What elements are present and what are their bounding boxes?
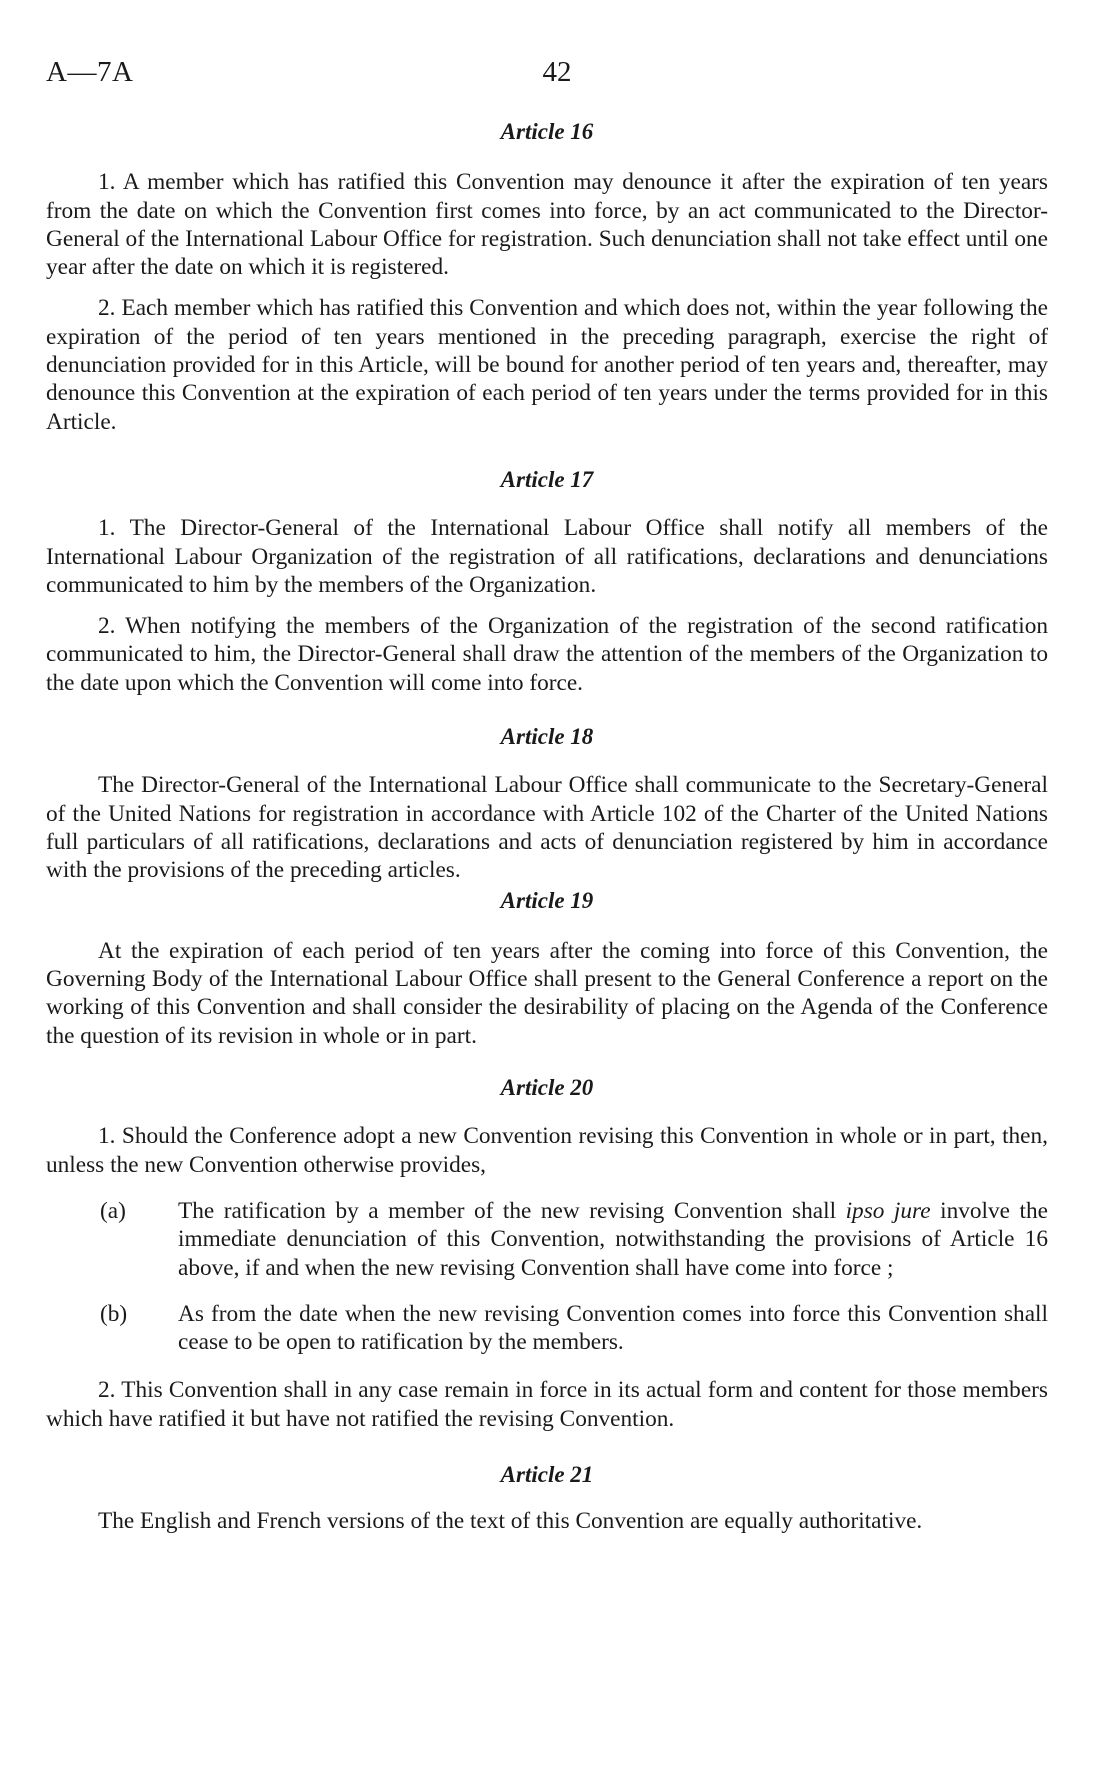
list-item-a bbox=[46, 1197, 1048, 1282]
article-19 bbox=[46, 887, 1048, 1050]
article-17 bbox=[46, 466, 1048, 697]
article-heading: Article 17 bbox=[500, 466, 594, 492]
paragraph: At the expiration of each period of ten years after the coming into force of this Convention, the Governing Body of the International Labour Office shall present to the General Conference a report on the working of this Convention and shall consider the desirability of placing on the Agenda of the Conference the question of its revision in whole or in part. bbox=[46, 937, 1048, 1049]
paragraph: 1. A member which has ratified this Convention may denounce it after the expiration of ten years from the date on which the Convention first comes into force, by an act communicated to the Director-General of the International Labour Office for registration. Such denunciation shall not take effect until one year after the date on which it is registered. bbox=[46, 169, 1048, 281]
item-label: (b) bbox=[100, 1300, 128, 1327]
item-text: As from the date when the new revising Convention comes into force this Convention shall cease to be open to ratification by the members. bbox=[178, 1300, 1048, 1356]
paragraph: The Director-General of the International Labour Office shall communicate to the Secretary-General of the United Nations for registration in accordance with Article 102 of the Charter of the United Nations full particulars of all ratifications, declarations and acts of denunciation registered by him in accordance with the provisions of the preceding articles. bbox=[46, 772, 1048, 884]
latin-phrase: ipso jure bbox=[845, 1197, 931, 1224]
article-20 bbox=[46, 1074, 1048, 1433]
list-item-b bbox=[46, 1300, 1048, 1357]
item-text: The ratification by a member of the new revising Convention shall bbox=[178, 1197, 846, 1224]
article-heading: Article 19 bbox=[500, 887, 594, 913]
paragraph: The English and French versions of the text of this Convention are equally authoritative. bbox=[98, 1508, 923, 1535]
article-heading: Article 21 bbox=[500, 1461, 594, 1487]
article-16 bbox=[46, 118, 1048, 436]
paragraph: 1. Should the Conference adopt a new Convention revising this Convention in whole or in part, then, unless the new Convention otherwise provides, bbox=[46, 1123, 1048, 1178]
article-heading: Article 18 bbox=[500, 724, 594, 750]
page-header bbox=[46, 56, 1068, 96]
article-heading: Article 16 bbox=[500, 119, 594, 144]
document-body bbox=[46, 118, 1048, 1536]
paragraph: 1. The Director-General of the International Labour Office shall notify all members of the International Labour Organization of the registration of all ratifications, declarations and denunciations communicated to him by the members of the Organization. bbox=[46, 515, 1048, 598]
article-heading: Article 20 bbox=[500, 1075, 594, 1101]
article-18 bbox=[46, 723, 1048, 884]
paragraph: 2. This Convention shall in any case remain in force in its actual form and content for those members which have ratified it but have not ratified the revising Convention. bbox=[46, 1377, 1048, 1432]
document-reference: A—7A bbox=[46, 56, 134, 88]
paragraph: 2. Each member which has ratified this Convention and which does not, within the year following the expiration of the period of ten years mentioned in the preceding paragraph, exercise the right of denunciation provided for in this Article, will be bound for another period of ten years and, thereafter, may denounce this Convention at the expiration of each period of ten years under the terms provided for in this Article. bbox=[46, 295, 1048, 435]
item-label: (a) bbox=[100, 1197, 126, 1224]
paragraph: 2. When notifying the members of the Organization of the registration of the second ratification communicated to him, the Director-General shall draw the attention of the members of the Organization to the date upon which the Convention will come into force. bbox=[46, 613, 1048, 696]
page-number: 42 bbox=[542, 56, 572, 88]
item-text: involve the immediate denunciation of this Convention, notwithstanding the provisions of Article 16 above, if and when the new revising Convention shall have come into force ; bbox=[178, 1197, 1048, 1281]
article-21 bbox=[46, 1461, 1048, 1536]
